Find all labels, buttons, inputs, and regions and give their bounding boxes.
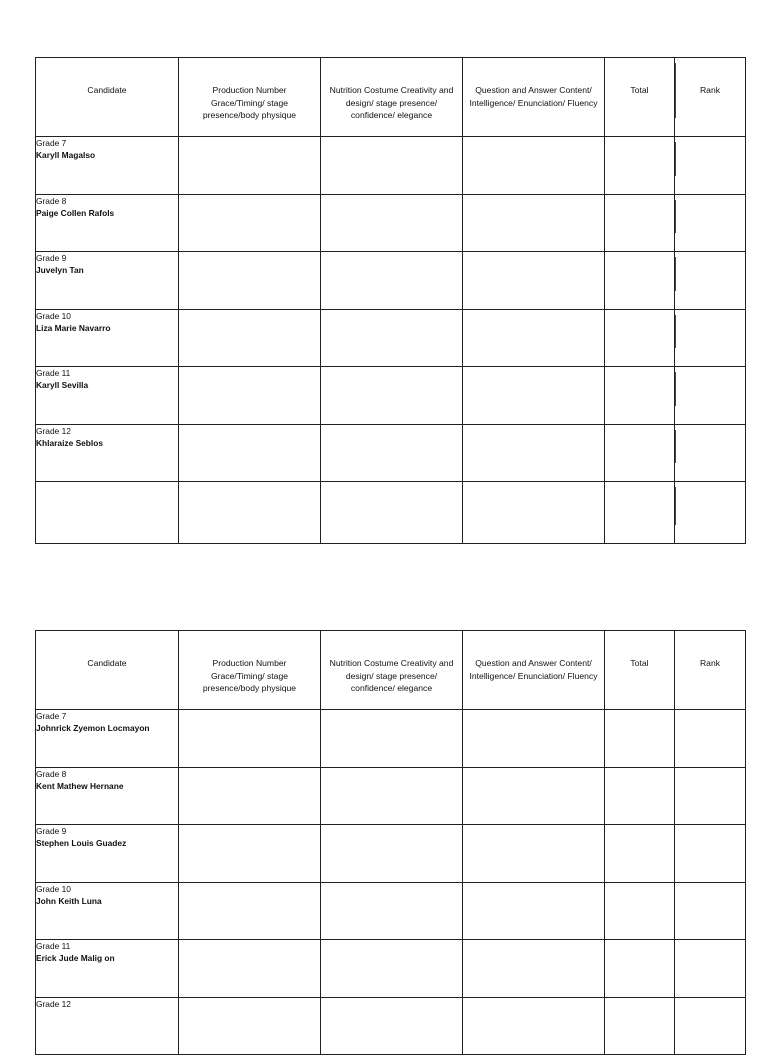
candidate-name: Kent Mathew Hernane (36, 780, 124, 791)
production-score-cell[interactable] (179, 940, 321, 998)
candidate-cell (36, 367, 179, 425)
candidate-cell[interactable] (36, 482, 179, 544)
costume-score-cell[interactable] (321, 882, 463, 940)
candidate-grade: Grade 10 (36, 310, 71, 321)
rank-cell[interactable] (675, 882, 746, 940)
candidate-grade: Grade 8 (36, 195, 67, 206)
costume-score-cell[interactable] (321, 194, 463, 252)
rank-divider-line (675, 200, 676, 234)
costume-score-cell[interactable] (321, 482, 463, 544)
qa-score-cell[interactable] (463, 997, 605, 1055)
total-cell[interactable] (605, 194, 675, 252)
candidate-grade: Grade 11 (36, 941, 71, 951)
rank-cell[interactable] (675, 137, 746, 195)
candidate-grade: Grade 11 (36, 368, 71, 378)
qa-score-cell[interactable] (463, 882, 605, 940)
candidate-grade: Grade 8 (36, 768, 67, 779)
table-row (36, 137, 746, 195)
costume-score-cell[interactable] (321, 367, 463, 425)
candidate-name: Johnrick Zyemon Locmayon (36, 723, 150, 733)
qa-score-cell[interactable] (463, 252, 605, 310)
rank-cell[interactable] (675, 940, 746, 998)
total-cell[interactable] (605, 137, 675, 195)
table-row-blank (36, 482, 746, 544)
header-candidate: Candidate (36, 631, 179, 710)
costume-score-cell[interactable] (321, 424, 463, 482)
rank-divider-line (675, 430, 676, 464)
table-header-row (36, 631, 746, 710)
qa-score-cell[interactable] (463, 767, 605, 825)
total-cell[interactable] (605, 767, 675, 825)
candidate-name: Karyll Magalso (36, 150, 96, 160)
qa-score-cell[interactable] (463, 137, 605, 195)
table-header-row (36, 58, 746, 137)
table-row (36, 997, 746, 1055)
production-score-cell[interactable] (179, 767, 321, 825)
candidate-name: Khlaraize Seblos (36, 437, 104, 448)
rank-cell[interactable] (675, 424, 746, 482)
header-nutrition-costume: Nutrition Costume Creativity and design/ stage presence/ confidence/ elegance (321, 631, 463, 710)
score-table-1 (35, 57, 746, 544)
total-cell[interactable] (605, 252, 675, 310)
candidate-grade: Grade 9 (36, 253, 67, 263)
header-candidate: Candidate (36, 58, 179, 137)
rank-cell[interactable] (675, 252, 746, 310)
header-question-and-answer: Question and Answer Content/ Intelligence/ Enunciation/ Fluency (463, 631, 605, 710)
costume-score-cell[interactable] (321, 997, 463, 1055)
header-nutrition-costume: Nutrition Costume Creativity and design/ stage presence/ confidence/ elegance (321, 58, 463, 137)
candidate-cell (36, 997, 179, 1055)
candidate-name: John Keith Luna (36, 895, 102, 906)
production-score-cell[interactable] (179, 424, 321, 482)
total-cell[interactable] (605, 367, 675, 425)
rank-divider-line (675, 142, 676, 176)
total-cell[interactable] (605, 997, 675, 1055)
total-cell[interactable] (605, 882, 675, 940)
production-score-cell[interactable] (179, 194, 321, 252)
candidate-cell (36, 252, 179, 310)
header-production-number: Production Number Grace/Timing/ stage presence/body physique (179, 631, 321, 710)
candidate-cell (36, 940, 179, 998)
table-row (36, 825, 746, 883)
costume-score-cell[interactable] (321, 309, 463, 367)
production-score-cell[interactable] (179, 309, 321, 367)
rank-cell[interactable] (675, 194, 746, 252)
total-cell[interactable] (605, 710, 675, 768)
header-rank: Rank (675, 631, 746, 710)
rank-cell[interactable] (675, 710, 746, 768)
table-row (36, 767, 746, 825)
rank-cell[interactable] (675, 367, 746, 425)
header-production-number: Production Number Grace/Timing/ stage presence/body physique (179, 58, 321, 137)
candidate-cell (36, 137, 179, 195)
candidate-name: Paige Collen Rafols (36, 207, 115, 218)
qa-score-cell[interactable] (463, 367, 605, 425)
production-score-cell[interactable] (179, 997, 321, 1055)
total-cell[interactable] (605, 424, 675, 482)
rank-cell[interactable] (675, 767, 746, 825)
qa-score-cell[interactable] (463, 194, 605, 252)
rank-divider-line (675, 257, 676, 291)
candidate-name: Stephen Louis Guadez (36, 838, 127, 848)
candidate-cell (36, 882, 179, 940)
production-score-cell[interactable] (179, 137, 321, 195)
candidate-cell (36, 424, 179, 482)
table-row (36, 309, 746, 367)
candidate-grade: Grade 9 (36, 826, 67, 836)
production-score-cell[interactable] (179, 882, 321, 940)
costume-score-cell[interactable] (321, 710, 463, 768)
rank-divider-line (675, 372, 676, 406)
candidate-grade: Grade 12 (36, 425, 71, 436)
costume-score-cell[interactable] (321, 825, 463, 883)
header-total: Total (605, 58, 675, 137)
production-score-cell[interactable] (179, 367, 321, 425)
qa-score-cell[interactable] (463, 825, 605, 883)
qa-score-cell[interactable] (463, 940, 605, 998)
candidate-cell (36, 194, 179, 252)
candidate-grade: Grade 7 (36, 138, 67, 148)
rank-divider-line (675, 63, 676, 118)
rank-cell[interactable] (675, 482, 746, 544)
total-cell[interactable] (605, 309, 675, 367)
candidate-cell (36, 825, 179, 883)
candidate-name: Liza Marie Navarro (36, 322, 111, 333)
costume-score-cell[interactable] (321, 940, 463, 998)
candidate-name: Juvelyn Tan (36, 265, 84, 275)
total-cell[interactable] (605, 825, 675, 883)
total-cell[interactable] (605, 482, 675, 544)
qa-score-cell[interactable] (463, 309, 605, 367)
qa-score-cell[interactable] (463, 424, 605, 482)
candidate-cell (36, 710, 179, 768)
candidate-cell (36, 767, 179, 825)
costume-score-cell[interactable] (321, 767, 463, 825)
header-question-and-answer: Question and Answer Content/ Intelligence/ Enunciation/ Fluency (463, 58, 605, 137)
qa-score-cell[interactable] (463, 710, 605, 768)
rank-cell[interactable] (675, 997, 746, 1055)
rank-cell[interactable] (675, 309, 746, 367)
rank-cell[interactable] (675, 825, 746, 883)
production-score-cell[interactable] (179, 252, 321, 310)
table-row (36, 424, 746, 482)
table-row (36, 882, 746, 940)
total-cell[interactable] (605, 940, 675, 998)
candidate-name: Erick Jude Malig on (36, 953, 115, 963)
table-row (36, 940, 746, 998)
header-total: Total (605, 631, 675, 710)
candidate-grade: Grade 7 (36, 711, 67, 721)
score-table-2 (35, 630, 746, 1055)
rank-divider-line (675, 315, 676, 349)
header-rank: Rank (675, 58, 746, 137)
table-row (36, 252, 746, 310)
candidate-cell (36, 309, 179, 367)
qa-score-cell[interactable] (463, 482, 605, 544)
costume-score-cell[interactable] (321, 252, 463, 310)
table-row (36, 710, 746, 768)
rank-divider-line (675, 487, 676, 525)
production-score-cell[interactable] (179, 825, 321, 883)
table-row (36, 367, 746, 425)
candidate-grade: Grade 10 (36, 883, 71, 894)
table-row (36, 194, 746, 252)
candidate-name: Karyll Sevilla (36, 380, 89, 390)
candidate-grade: Grade 12 (36, 998, 71, 1009)
production-score-cell[interactable] (179, 482, 321, 544)
production-score-cell[interactable] (179, 710, 321, 768)
costume-score-cell[interactable] (321, 137, 463, 195)
